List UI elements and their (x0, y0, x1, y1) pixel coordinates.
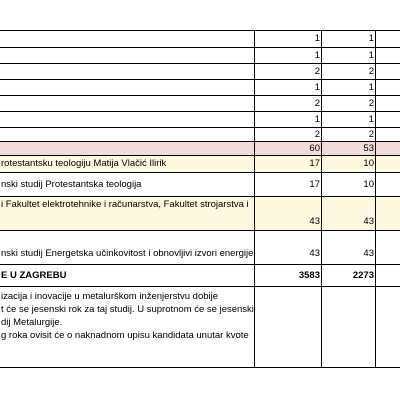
column-divider (254, 30, 255, 368)
total-value-1: 3583 (298, 269, 320, 281)
study-row (0, 230, 400, 264)
table-row (0, 95, 400, 111)
row-value-1: 2 (314, 97, 320, 109)
study-name: nski studij Energetska učinkovitost i obnovljivi izvori energije (1, 248, 254, 259)
note-line: g roka ovisit će o naknadnom upisu kandidata unutar kvote (1, 330, 249, 341)
subtotal-value-2: 53 (363, 142, 374, 154)
row-value-1: 2 (314, 128, 320, 140)
note-line: t će se jesenski rok za taj studij. U suprotnom će se jesenski (1, 304, 254, 315)
table-row (0, 30, 400, 47)
note-line: dij Metalurgije. (1, 317, 63, 328)
row-value-1: 2 (314, 65, 320, 77)
column-divider (375, 30, 376, 368)
row-value-2: 1 (368, 33, 374, 44)
row-value-2: 1 (368, 49, 374, 61)
faculty-value-2: 10 (363, 158, 374, 169)
subtotal-value-1: 60 (309, 142, 320, 154)
total-value-2: 2273 (352, 269, 374, 281)
faculty-name: i Fakultet elektrotehnike i računarstva, Fakultet strojarstva i (1, 199, 249, 210)
table-row (0, 111, 400, 127)
table-row (0, 63, 400, 79)
subtotal-row (0, 141, 400, 155)
row-value-2: 2 (368, 128, 374, 140)
faculty-value-2: 43 (363, 216, 374, 227)
row-value-2: 1 (368, 113, 374, 125)
notes-row (0, 286, 400, 368)
table-row (0, 127, 400, 141)
faculty-value-1: 43 (309, 216, 320, 227)
row-value-2: 2 (368, 65, 374, 77)
row-label (0, 31, 254, 47)
row-value-1: 1 (314, 81, 320, 93)
row-value-1: 1 (314, 113, 320, 125)
study-name: nski studij Protestantska teologija (1, 178, 142, 190)
column-divider (321, 30, 322, 368)
row-value-1: 1 (314, 33, 320, 44)
faculty-row (0, 196, 400, 230)
total-label: E U ZAGREBU (1, 269, 67, 281)
study-value-2: 43 (363, 248, 374, 259)
study-value-2: 10 (363, 178, 374, 190)
row-value-2: 1 (368, 81, 374, 93)
notes-text (0, 287, 254, 367)
table-row (0, 79, 400, 95)
study-value-1: 43 (309, 248, 320, 259)
faculty-name: rotestantsku teologiju Matija Vlačić Ilirik (1, 158, 167, 169)
table-row (0, 47, 400, 63)
row-value-2: 2 (368, 97, 374, 109)
note-line: izacija i inovacije u metalurškom inženjerstvu dobije (1, 291, 219, 302)
faculty-row (0, 155, 400, 172)
total-row (0, 264, 400, 286)
study-value-1: 17 (309, 178, 320, 190)
faculty-value-1: 17 (309, 158, 320, 169)
row-value-1: 1 (314, 49, 320, 61)
study-row (0, 172, 400, 196)
